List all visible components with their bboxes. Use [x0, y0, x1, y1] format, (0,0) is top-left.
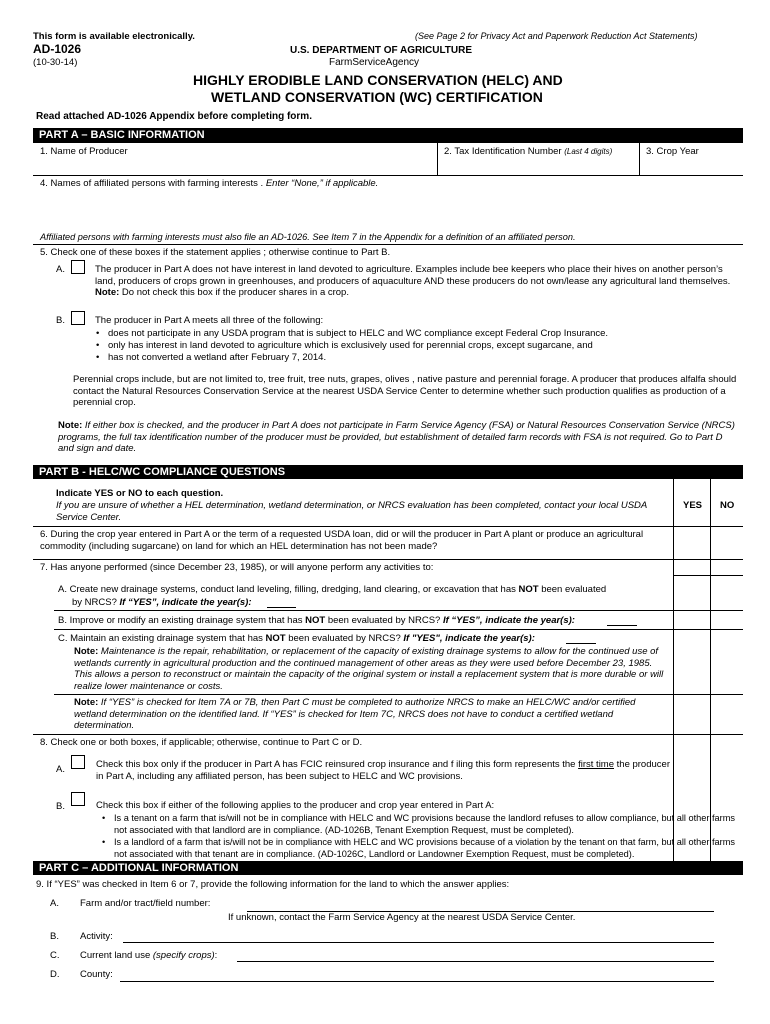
q6-yes-cell[interactable]: [674, 527, 710, 559]
activity-letter: B.: [50, 931, 59, 942]
tax-id-field[interactable]: [440, 158, 636, 173]
q7b-text: B. Improve or modify an existing drainage system that has NOT been evaluated by NRCS? If “YES”, indicate the year(s):: [58, 615, 575, 626]
q6-no-cell[interactable]: [711, 527, 743, 559]
form-date: (10-30-14): [33, 57, 78, 68]
form-title-line1: HIGHLY ERODIBLE LAND CONSERVATION (HELC) AND: [193, 72, 563, 88]
question-5: 5. Check one of these boxes if the statement applies ; otherwise continue to Part B.: [40, 247, 391, 258]
q7b-yes-cell[interactable]: [674, 611, 710, 629]
county-field[interactable]: [120, 981, 714, 982]
list-item: • only has interest in land devoted to agriculture which is exclusively used for perennial crops, except sugarcane, and: [92, 340, 732, 352]
producer-name-label: 1. Name of Producer: [40, 146, 128, 157]
q7a-text: A. Create new drainage systems, conduct land leveling, filling, dredging, land clearing, or excavation that has NOT been evaluated: [58, 584, 607, 595]
q5b-text: The producer in Part A meets all three of the following:: [95, 315, 324, 326]
q5b-bullet-list: [92, 328, 732, 364]
q8b-checkbox[interactable]: [71, 792, 85, 806]
q7b-year-field[interactable]: [607, 625, 637, 626]
q7a-year-field[interactable]: [267, 607, 296, 608]
part-b-heading: PART B - HELC/WC COMPLIANCE QUESTIONS: [33, 465, 743, 479]
privacy-note: (See Page 2 for Privacy Act and Paperwork Reduction Act Statements): [415, 31, 698, 41]
activity-label: Activity:: [80, 931, 113, 942]
q5a-letter: A.: [56, 264, 65, 275]
land-use-field[interactable]: [237, 961, 714, 962]
county-label: County:: [80, 969, 113, 980]
crop-year-label: 3. Crop Year: [646, 146, 699, 157]
part-a-note: Note: If either box is checked, and the producer in Part A does not participate in Farm Service Agency (FSA) or Natural Resources Conservation Service (NRCS) programs, the full tax identification number of the producer must be provided, but establishment of detailed farm records with FSA is not required. Go to Part D and sign and date.: [58, 420, 735, 454]
form-id: AD-1026: [33, 42, 82, 56]
q7c-yes-cell[interactable]: [674, 630, 710, 694]
q7a-year-prompt: by NRCS? If “YES”, indicate the year(s):: [72, 597, 252, 608]
q7b-no-cell[interactable]: [711, 611, 743, 629]
q7-note: Note: If “YES” is checked for Item 7A or 7B, then Part C must be completed to authorize NRCS to make an HELC/WC and/or certified wetland determination on the identified land. If “YES” is checked for Item 7C, NRCS does not have to conduct a certified wetland determination.: [74, 697, 636, 731]
q5b-letter: B.: [56, 315, 65, 326]
activity-field[interactable]: [123, 942, 714, 943]
q7c-no-cell[interactable]: [711, 630, 743, 694]
q7a-no-cell[interactable]: [711, 576, 743, 610]
list-item: • has not converted a wetland after February 7, 2014.: [92, 352, 732, 364]
producer-name-field[interactable]: [36, 158, 434, 173]
q8a-letter: A.: [56, 764, 65, 775]
crop-year-field[interactable]: [642, 158, 740, 173]
q5b-checkbox[interactable]: [71, 311, 85, 325]
q7c-note: Note: Maintenance is the repair, rehabilitation, or replacement of the capacity of existing drainage systems to allow for the continued use of wetlands currently in agricultural production and the continued management of other areas as they were used before December 23, 1985. This allows a person to reconstruct or maintain the capacity of the original system or install a replacement system that is more durable or will realize lower maintenance or costs.: [74, 646, 664, 692]
indicate-note: If you are unsure of whether a HEL determination, wetland determination, or NRCS evaluation has been completed, contact your local USDA Service Center.: [56, 500, 647, 523]
land-use-letter: C.: [50, 950, 60, 961]
farm-number-letter: A.: [50, 898, 59, 909]
department-name: U.S. DEPARTMENT OF AGRICULTURE: [290, 45, 473, 56]
no-column-header: NO: [720, 500, 735, 511]
question-6: 6. During the crop year entered in Part A or the term of a requested USDA loan, did or will the producer in Part A plant or produce an agricultural commodity (including sugarcane) on land for which an HEL determination has not been made?: [40, 529, 644, 552]
q8a-checkbox[interactable]: [71, 755, 85, 769]
availability-note: This form is available electronically.: [33, 31, 195, 42]
q5a-checkbox[interactable]: [71, 260, 85, 274]
q8b-text: Check this box if either of the following applies to the producer and crop year entered in Part A:: [96, 800, 495, 811]
indicate-yes-no: Indicate YES or NO to each question.: [56, 488, 224, 499]
county-letter: D.: [50, 969, 60, 980]
q7a-yes-cell[interactable]: [674, 576, 710, 610]
list-item: • Is a tenant on a farm that is/will not be in compliance with HELC and WC provisions because the landlord refuses to allow compliance, but all other farms not associated with that landlord are in compliance. (AD-1026B, Tenant Exemption Request, must be completed).: [98, 812, 740, 836]
q8b-bullet-list: [98, 812, 740, 860]
part-a-heading: PART A – BASIC INFORMATION: [33, 128, 743, 142]
affiliated-persons-field[interactable]: [36, 191, 740, 229]
q5a-text: The producer in Part A does not have interest in land devoted to agriculture. Examples include bee keepers who place their hives on another person’s land, producers of crops grown in greenhouses, and producers of aquaculture AND these producers do not own/lease any agricultural land themselves. Note: Do not check this box if the producer shares in a crop.: [95, 264, 731, 298]
q8b-letter: B.: [56, 801, 65, 812]
question-9: 9. If “YES” was checked in Item 6 or 7, provide the following information for the land to which the answer applies:: [36, 879, 510, 890]
yes-column-header: YES: [683, 500, 703, 511]
farm-number-label: Farm and/or tract/field number:: [80, 898, 211, 909]
question-7: 7. Has anyone performed (since December 23, 1985), or will anyone perform any activities to:: [40, 562, 434, 573]
form-title-line2: WETLAND CONSERVATION (WC) CERTIFICATION: [211, 89, 543, 105]
affiliated-persons-label: 4. Names of affiliated persons with farming interests . Enter “None,” if applicable.: [40, 178, 379, 189]
list-item: • does not participate in any USDA program that is subject to HELC and WC compliance except Federal Crop Insurance.: [92, 328, 732, 340]
affiliated-persons-note: Affiliated persons with farming interests must also file an AD-1026. See Item 7 in the Appendix for a definition of an affiliated person.: [40, 232, 576, 242]
list-item: • Is a landlord of a farm that is/will not be in compliance with HELC and WC provisions because of a violation by the tenant on that farm, but all other farms not associated with that tenant are in compliance. (AD-1026C, Landlord or Landowner Exemption Request, must be completed).: [98, 836, 740, 860]
land-use-label: Current land use (specify crops):: [80, 950, 218, 961]
question-8: 8. Check one or both boxes, if applicable; otherwise, continue to Part C or D.: [40, 737, 363, 748]
farm-number-hint: If unknown, contact the Farm Service Agency at the nearest USDA Service Center.: [228, 912, 576, 923]
q8a-text: Check this box only if the producer in Part A has FCIC reinsured crop insurance and f iling this form represents the first time the producer in Part A, including any affiliated person, has been subject to HELC and WC provisions.: [96, 759, 670, 782]
q7c-year-field[interactable]: [566, 643, 596, 644]
read-appendix-note: Read attached AD-1026 Appendix before completing form.: [36, 111, 312, 122]
q7c-text: C. Maintain an existing drainage system that has NOT been evaluated by NRCS? If "YES", indicate the year(s):: [58, 633, 535, 644]
part-c-heading: PART C – ADDITIONAL INFORMATION: [33, 861, 743, 875]
perennial-crops-note: Perennial crops include, but are not limited to, tree fruit, tree nuts, grapes, olives , native pasture and perennial forage. A producer that produces alfalfa should contact the Natural Resources Conservation Service at the nearest USDA Service Center to determine whether such production qualifies as production of a perennial crop.: [73, 374, 737, 408]
tax-id-label: 2. Tax Identification Number (Last 4 digits): [444, 146, 613, 157]
agency-name: FarmServiceAgency: [329, 57, 420, 68]
